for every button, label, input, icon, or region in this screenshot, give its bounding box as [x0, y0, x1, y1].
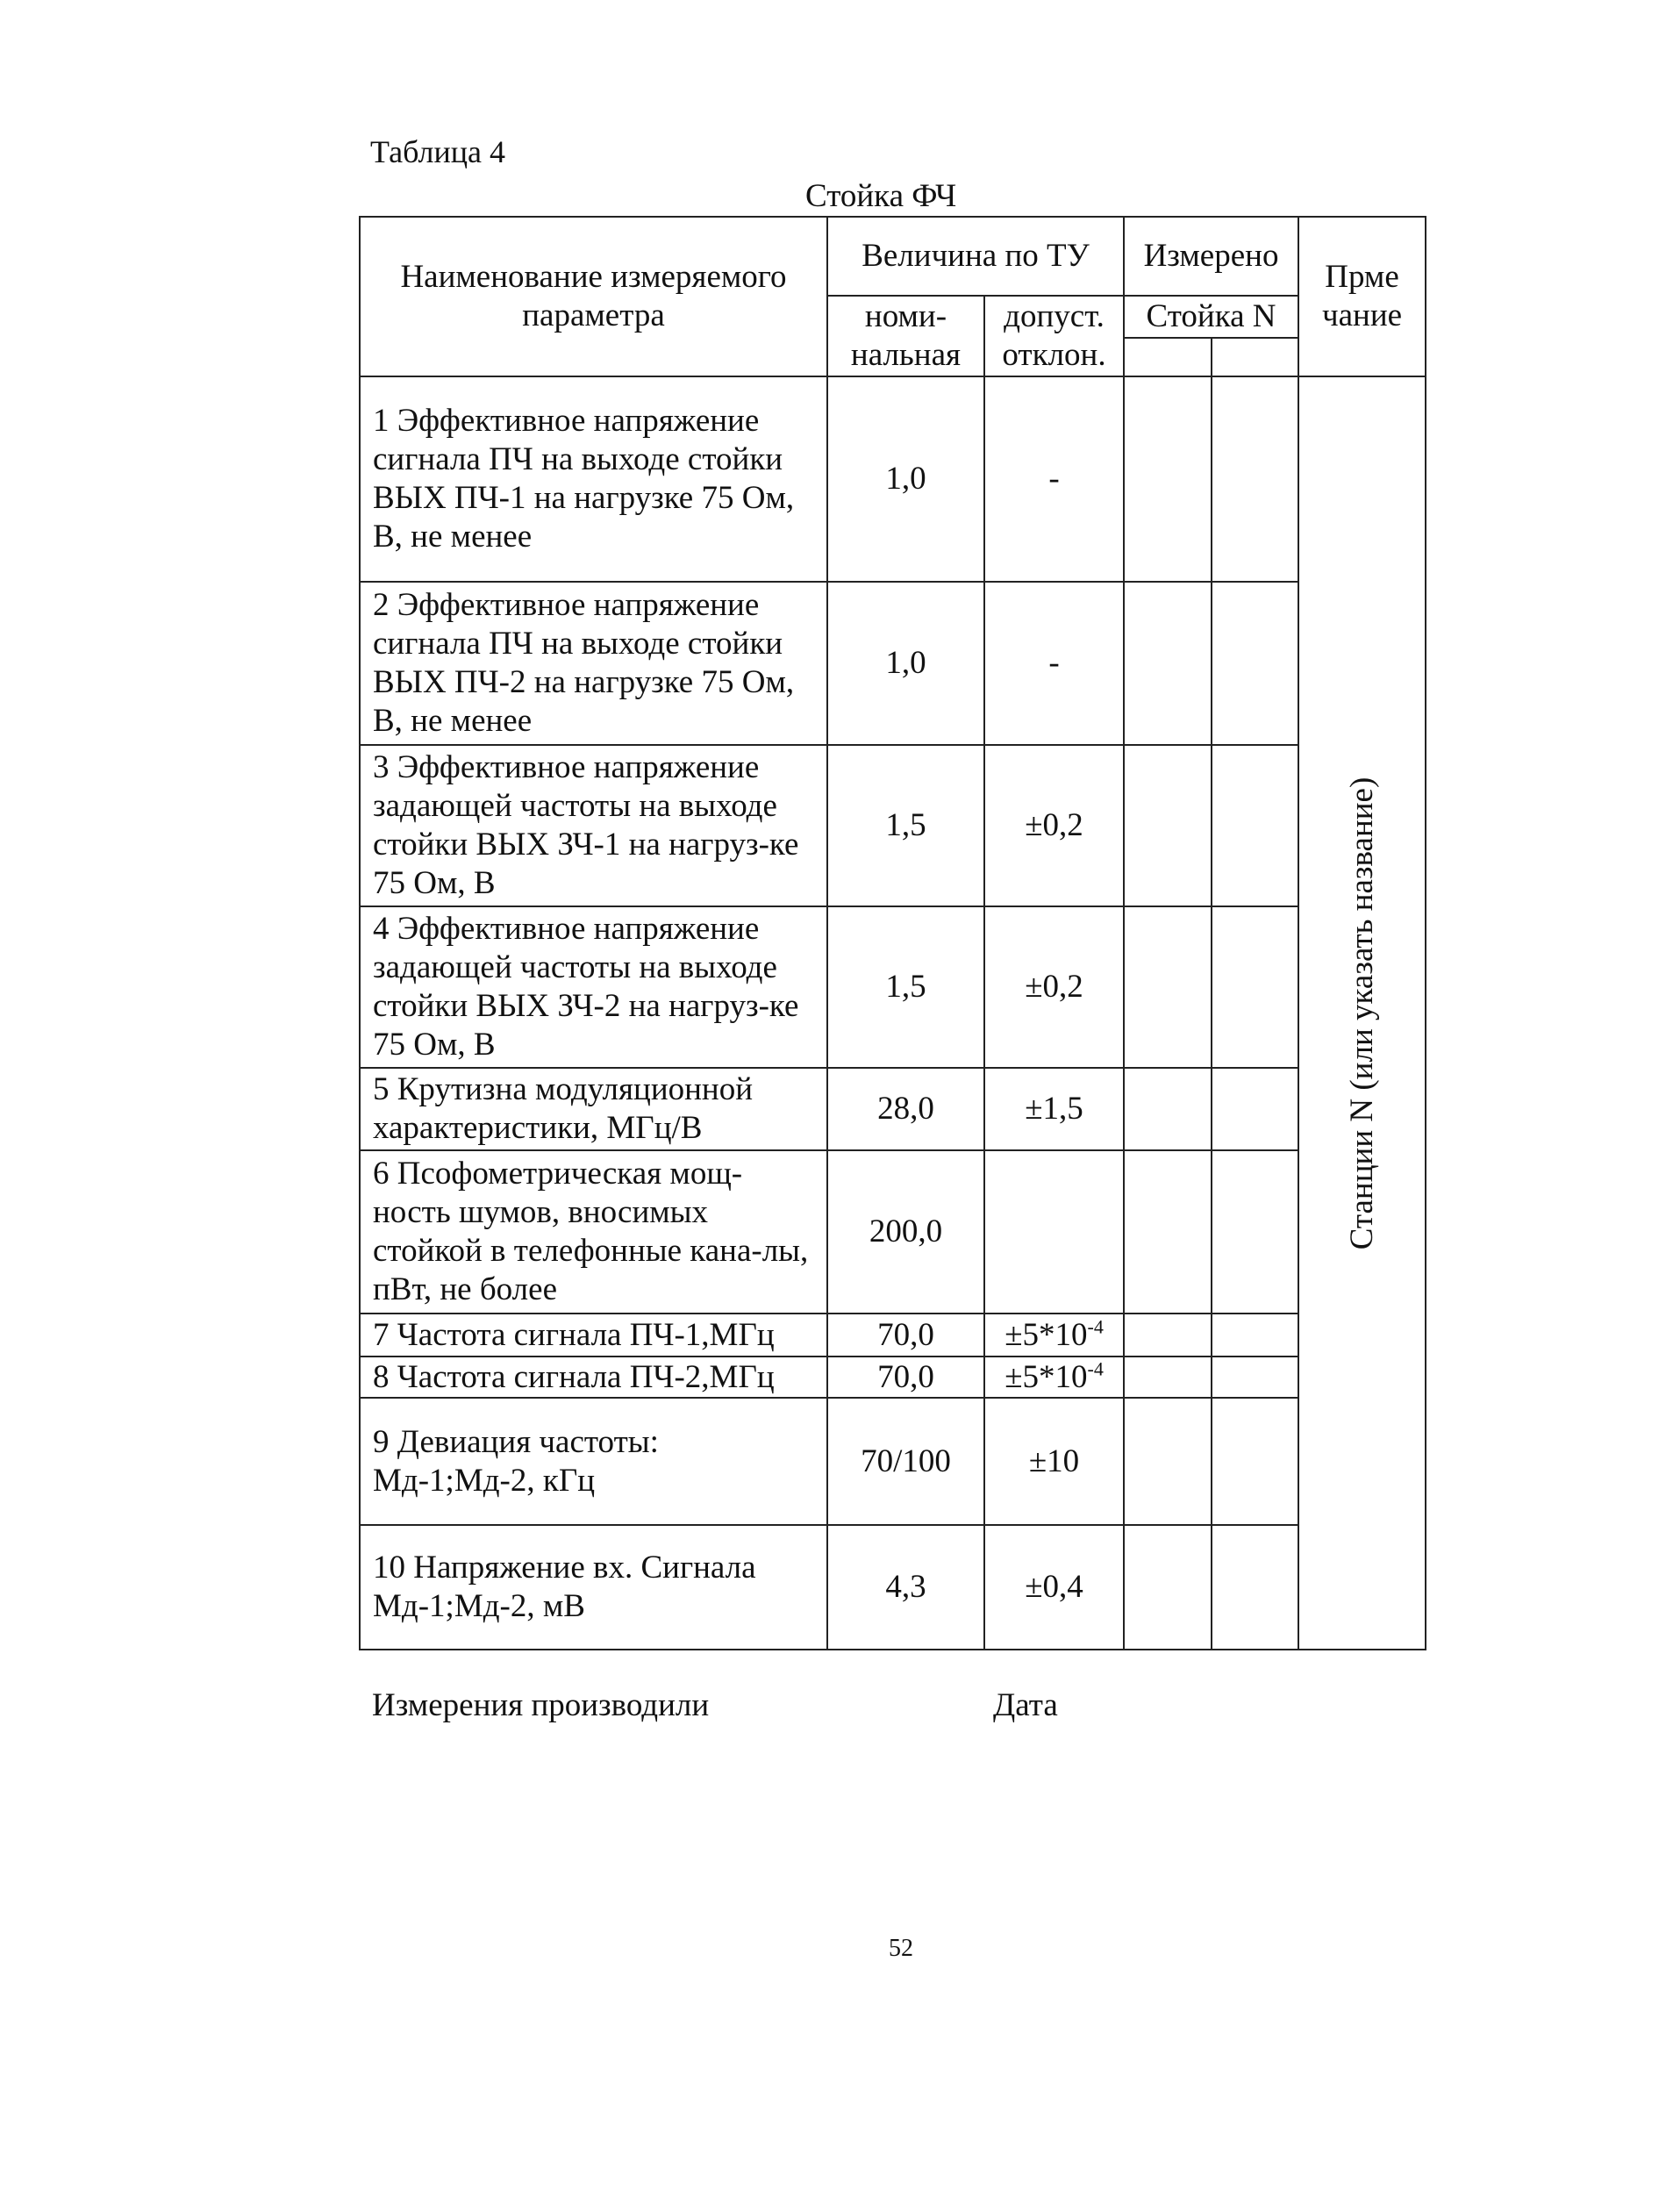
row-measured-1 [1124, 906, 1212, 1068]
measurement-table [359, 216, 1426, 1650]
header-note: Прме чание [1298, 217, 1426, 376]
table-row [360, 1357, 1426, 1398]
row-nominal: 1,0 [827, 582, 984, 745]
row-param: 5 Крутизна модуляционной характеристики, МГц/В [360, 1068, 827, 1150]
note-vertical-text: Станции N (или указать название) [1343, 777, 1380, 1249]
row-measured-1 [1124, 582, 1212, 745]
row-param: 6 Псофометрическая мощ-ность шумов, вносимых стойкой в телефонные кана-лы, пВт, не более [360, 1150, 827, 1314]
measured-col-2-header [1212, 338, 1298, 376]
row-nominal: 1,5 [827, 745, 984, 906]
row-measured-1 [1124, 745, 1212, 906]
row-measured-1 [1124, 1398, 1212, 1525]
header-tu: Величина по ТУ [827, 217, 1124, 296]
table-row [360, 1398, 1426, 1525]
deviation-base: ±5*10 [1005, 1358, 1088, 1395]
row-deviation: ±10 [984, 1398, 1124, 1525]
row-nominal: 28,0 [827, 1068, 984, 1150]
table-caption: Таблица 4 [370, 134, 505, 169]
table-subtitle: Стойка ФЧ [805, 178, 957, 214]
row-measured-1 [1124, 1068, 1212, 1150]
header-measured: Измерено [1124, 217, 1298, 296]
row-deviation: ±0,4 [984, 1525, 1124, 1650]
row-nominal: 70/100 [827, 1398, 984, 1525]
row-param: 8 Частота сигнала ПЧ-2,МГц [360, 1357, 827, 1398]
table-row [360, 745, 1426, 906]
row-param: 4 Эффективное напряжение задающей частоты на выходе стойки ВЫХ ЗЧ-2 на нагруз-ке 75 Ом, В [360, 906, 827, 1068]
table-row [360, 1314, 1426, 1357]
row-measured-1 [1124, 376, 1212, 582]
table-row [360, 1525, 1426, 1650]
row-param: 1 Эффективное напряжение сигнала ПЧ на выходе стойки ВЫХ ПЧ-1 на нагрузке 75 Ом, В, не менее [360, 376, 827, 582]
row-nominal: 1,5 [827, 906, 984, 1068]
table-row [360, 1068, 1426, 1150]
row-param: 2 Эффективное напряжение сигнала ПЧ на выходе стойки ВЫХ ПЧ-2 на нагрузке 75 Ом, В, не менее [360, 582, 827, 745]
row-nominal: 200,0 [827, 1150, 984, 1314]
row-measured-2 [1212, 1150, 1298, 1314]
row-nominal: 1,0 [827, 376, 984, 582]
deviation-exponent: -4 [1087, 1315, 1104, 1338]
page-number: 52 [889, 1935, 913, 1962]
row-measured-2 [1212, 1357, 1298, 1398]
row-measured-1 [1124, 1357, 1212, 1398]
row-deviation: - [984, 582, 1124, 745]
row-deviation: ±0,2 [984, 906, 1124, 1068]
header-nominal: номи-нальная [827, 296, 984, 376]
table-row [360, 1150, 1426, 1314]
table-row [360, 582, 1426, 745]
row-measured-2 [1212, 1068, 1298, 1150]
header-stand: Стойка N [1124, 296, 1298, 338]
row-measured-1 [1124, 1314, 1212, 1357]
table-row [360, 906, 1426, 1068]
row-measured-1 [1124, 1525, 1212, 1650]
row-measured-2 [1212, 745, 1298, 906]
row-deviation: - [984, 376, 1124, 582]
row-nominal: 4,3 [827, 1525, 984, 1650]
measured-col-1-header [1124, 338, 1212, 376]
row-param: 3 Эффективное напряжение задающей частоты на выходе стойки ВЫХ ЗЧ-1 на нагруз-ке 75 Ом, В [360, 745, 827, 906]
header-deviation: допуст. отклон. [984, 296, 1124, 376]
measured-by-label: Измерения производили [372, 1687, 710, 1723]
deviation-exponent: -4 [1087, 1357, 1104, 1380]
row-param: 7 Частота сигнала ПЧ-1,МГц [360, 1314, 827, 1357]
row-param: 10 Напряжение вх. Сигнала Мд-1;Мд-2, мВ [360, 1525, 827, 1650]
row-measured-2 [1212, 376, 1298, 582]
date-label: Дата [993, 1687, 1058, 1723]
deviation-base: ±5*10 [1005, 1316, 1088, 1353]
row-measured-1 [1124, 1150, 1212, 1314]
row-deviation [984, 1357, 1124, 1398]
row-deviation [984, 1314, 1124, 1357]
row-deviation: ±1,5 [984, 1068, 1124, 1150]
row-measured-2 [1212, 1398, 1298, 1525]
row-measured-2 [1212, 1525, 1298, 1650]
header-param: Наименование измеряемого параметра [360, 217, 827, 376]
row-param: 9 Девиация частоты: Мд-1;Мд-2, кГц [360, 1398, 827, 1525]
row-deviation: ±0,2 [984, 745, 1124, 906]
row-deviation [984, 1150, 1124, 1314]
row-measured-2 [1212, 906, 1298, 1068]
row-nominal: 70,0 [827, 1314, 984, 1357]
table-row [360, 376, 1426, 582]
row-nominal: 70,0 [827, 1357, 984, 1398]
row-measured-2 [1212, 1314, 1298, 1357]
note-column [1298, 376, 1426, 1650]
row-measured-2 [1212, 582, 1298, 745]
